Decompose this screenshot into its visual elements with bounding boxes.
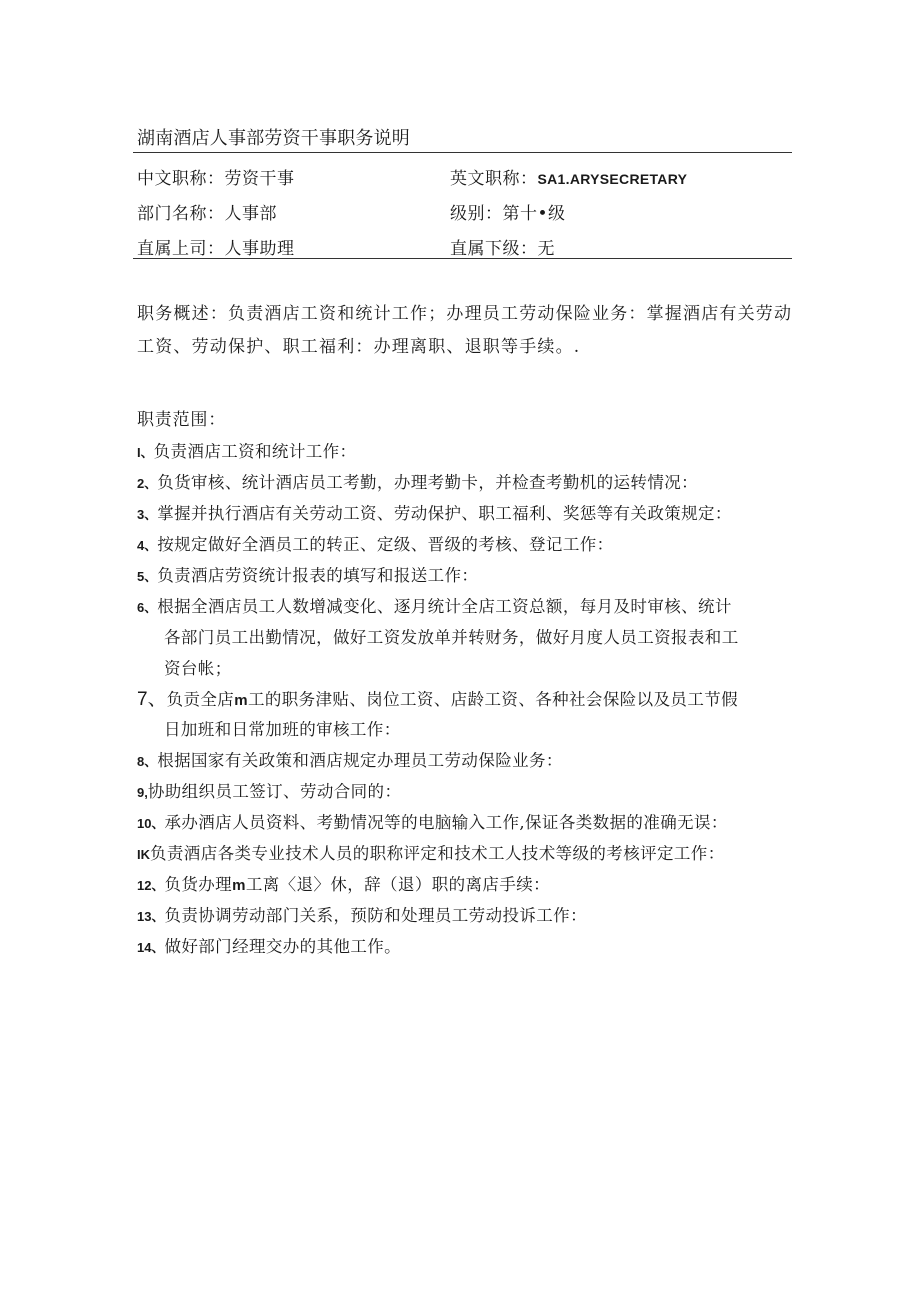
duty-number: 2、	[137, 476, 158, 491]
duty-item-6-line-3: 资台帐；	[164, 659, 232, 678]
job-summary-label: 职务概述	[137, 304, 210, 324]
english-title-value: SA1.ARYSECRETARY	[537, 171, 688, 187]
grade-label: 级别：	[450, 204, 503, 224]
department-value: 人事部	[224, 204, 277, 224]
scope-heading: 职责范围：	[137, 410, 226, 430]
duty-latin-glyph: m	[232, 877, 246, 894]
document-title: 湖南酒店人事部劳资干事职务说明	[137, 128, 410, 149]
duty-item-5	[137, 562, 478, 586]
duty-item-13	[137, 902, 587, 926]
duty-item-6-line-2: 各部门员工出勤情况，做好工资发放单并转财务，做好月度人员工资报表和工	[164, 628, 739, 647]
duty-text: 负责酒店各类专业技术人员的职称评定和技术工人技术等级的考核评定工作：	[150, 844, 725, 863]
duty-text: 掌握并执行酒店有关劳动工资、劳动保护、职工福利、奖惩等有关政策规定：	[157, 504, 732, 523]
subordinate-label: 直属下级：	[450, 239, 538, 259]
duty-item-1	[137, 438, 356, 462]
superior-field	[137, 234, 295, 259]
chinese-title-label: 中文职称：	[137, 169, 225, 189]
duty-item-7	[137, 684, 738, 711]
duty-item-11	[137, 840, 725, 864]
duty-number: 13、	[137, 909, 165, 924]
duty-number: 12、	[137, 878, 165, 893]
department-field	[137, 199, 277, 224]
duty-text: 根据全酒店员工人数增减变化、逐月统计全店工资总额，每月及时审核、统计	[157, 597, 732, 616]
grade-value: 第十•级	[502, 204, 566, 224]
english-title-field	[450, 164, 687, 189]
duty-text: 根据国家有关政策和酒店规定办理员工劳动保险业务：	[157, 751, 563, 770]
duty-item-12	[137, 871, 550, 895]
duty-number: I、	[137, 445, 154, 460]
job-summary-text: ：负责酒店工资和统计工作；办理员工劳动保险业务：掌握酒店有关劳动工资、劳动保护、职工福利：办理离职、退职等手续。.	[137, 304, 793, 357]
duty-item-4	[137, 531, 614, 555]
duty-text: 负货审核、统计酒店员工考勤，办理考勤卡，并检查考勤机的运转情况：	[157, 473, 699, 492]
superior-label: 直属上司：	[137, 239, 225, 259]
duty-number: 10、	[137, 816, 165, 831]
duty-number: 8、	[137, 754, 158, 769]
english-title-label: 英文职称：	[450, 169, 538, 189]
duty-text-part: 负货办理	[164, 875, 233, 894]
job-summary	[137, 298, 797, 364]
superior-value: 人事助理	[224, 239, 295, 259]
header-bottom-rule	[133, 258, 792, 259]
department-label: 部门名称：	[137, 204, 225, 224]
duty-text-part: 工的职务津贴、岗位工资、店龄工资、各种社会保险以及员工节假	[247, 690, 739, 709]
duty-text: 做好部门经理交办的其他工作。	[164, 937, 402, 956]
duty-item-10	[137, 809, 728, 833]
duty-text-part: 负贡全店	[166, 690, 235, 709]
chinese-title-value: 劳资干事	[224, 169, 295, 189]
subordinate-value: 无	[537, 239, 555, 259]
duty-item-2	[137, 469, 698, 493]
subordinate-field	[450, 234, 555, 259]
chinese-title-field	[137, 164, 295, 189]
duty-number: 9,	[137, 785, 148, 800]
duty-text-part: 工离〈退〉休，辞（退）职的离店手续：	[245, 875, 551, 894]
header-top-rule	[133, 152, 792, 153]
duty-number: 5、	[137, 569, 158, 584]
duty-item-7-line-2: 日加班和日常加班的审核工作：	[164, 720, 401, 739]
duty-text: 承办酒店人员资料、考勤情况等的电脑输入工作,保证各类数据的准确无误：	[164, 813, 728, 832]
duty-text: 负责协调劳动部门关系，预防和处理员工劳动投诉工作：	[164, 906, 587, 925]
duty-item-3	[137, 500, 732, 524]
duty-item-6	[137, 593, 732, 617]
duty-number: IK	[137, 847, 150, 862]
duty-text: 协助组织员工签订、劳动合同的：	[147, 782, 402, 801]
duty-number: 14、	[137, 940, 165, 955]
duty-text: 负责酒店工资和统计工作：	[153, 442, 357, 461]
duty-text: 负责酒店劳资统计报表的填写和报送工作：	[157, 566, 479, 585]
duty-number: 3、	[137, 507, 158, 522]
duty-item-14	[137, 933, 401, 957]
duty-latin-glyph: m	[234, 692, 248, 709]
grade-field	[450, 199, 566, 224]
duty-number: 7、	[137, 689, 167, 710]
duty-number: 4、	[137, 538, 158, 553]
duty-item-9	[137, 778, 401, 802]
duty-item-8	[137, 747, 563, 771]
duty-number: 6、	[137, 600, 158, 615]
duty-text: 按规定做好全酒员工的转正、定级、晋级的考核、登记工作：	[157, 535, 614, 554]
